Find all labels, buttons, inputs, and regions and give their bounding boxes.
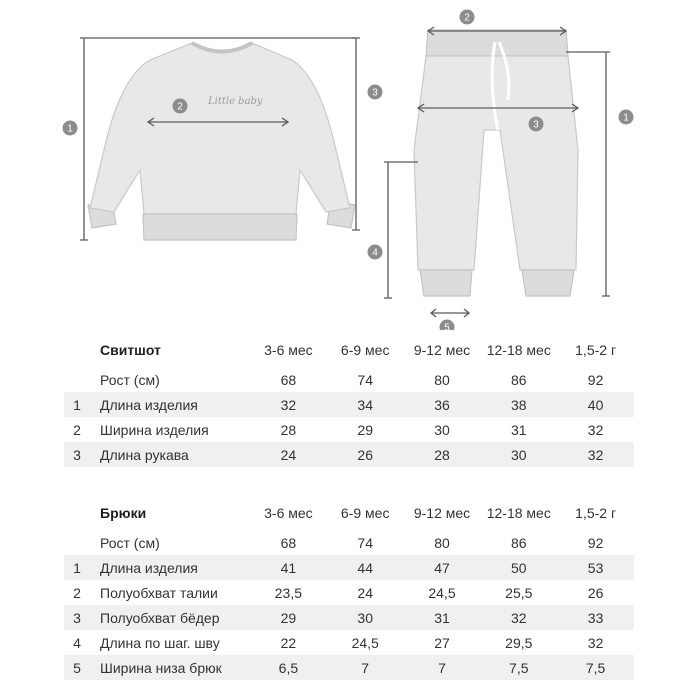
row-number: 3 — [64, 605, 90, 630]
table-cell: 32 — [587, 634, 604, 651]
table-row — [64, 530, 634, 555]
table-cell: 33 — [557, 605, 634, 630]
pants-header-row — [64, 496, 634, 530]
table-cell: 25,5 — [505, 584, 533, 601]
table-cell: 53 — [557, 555, 634, 580]
sweatshirt-header-row — [64, 333, 634, 367]
size-header: 9-12 мес — [413, 342, 471, 358]
size-header: 1,5-2 г — [575, 342, 617, 358]
table-cell: 74 — [357, 371, 373, 388]
measure-badge-pants-4 — [368, 245, 383, 260]
table-cell: 32 — [250, 392, 327, 417]
size-header: 12-18 мес — [486, 505, 551, 521]
table-cell: 31 — [404, 605, 481, 630]
table-row — [64, 417, 634, 442]
table-cell: 29 — [357, 421, 373, 438]
table-cell: 40 — [557, 392, 634, 417]
measure-badge-sweatshirt-3 — [368, 85, 383, 100]
table-cell: 26 — [587, 584, 604, 601]
table-cell: 44 — [327, 555, 404, 580]
table-cell: 80 — [434, 534, 450, 551]
size-header: 3-6 мес — [264, 505, 313, 521]
measure-badge-pants-2 — [460, 10, 475, 25]
row-label: Длина рукава — [90, 442, 250, 467]
row-number: 5 — [64, 655, 90, 680]
table-cell: 24,5 — [428, 584, 456, 601]
table-cell: 6,5 — [250, 655, 327, 680]
row-label: Рост (см) — [100, 371, 160, 388]
table-cell: 24 — [250, 442, 327, 467]
table-cell: 32 — [587, 421, 604, 438]
size-header: 9-12 мес — [413, 505, 471, 521]
table-cell: 30 — [480, 442, 557, 467]
svg-text:1: 1 — [623, 112, 629, 124]
svg-text:2: 2 — [177, 101, 183, 113]
table-cell: 30 — [434, 421, 450, 438]
table-cell: 86 — [511, 534, 527, 551]
table-row — [64, 630, 634, 655]
row-label: Длина изделия — [90, 392, 250, 417]
size-header: 12-18 мес — [486, 342, 551, 358]
row-label: Ширина низа брюк — [90, 655, 250, 680]
size-header: 6-9 мес — [340, 342, 390, 358]
row-number — [64, 367, 90, 392]
table-row — [64, 655, 634, 680]
pants-size-table — [64, 496, 634, 680]
svg-text:3: 3 — [533, 119, 539, 131]
table-cell: 27 — [434, 634, 450, 651]
table-cell: 24,5 — [351, 634, 379, 651]
row-number: 2 — [73, 421, 81, 438]
table-cell: 29,5 — [505, 634, 533, 651]
table-cell: 29 — [250, 605, 327, 630]
table-cell: 26 — [327, 442, 404, 467]
table-cell: 28 — [280, 421, 297, 438]
size-header: 6-9 мес — [340, 505, 390, 521]
table-cell: 32 — [480, 605, 557, 630]
table-cell: 68 — [280, 371, 297, 388]
size-header: 3-6 мес — [264, 342, 313, 358]
table-row — [64, 555, 634, 580]
row-number: 2 — [73, 584, 81, 601]
table-row — [64, 367, 634, 392]
svg-text:5: 5 — [444, 322, 450, 330]
row-number — [64, 333, 90, 367]
sweatshirt-drawing — [88, 43, 355, 240]
table-cell: 34 — [327, 392, 404, 417]
row-label: Длина по шаг. шву — [100, 634, 220, 651]
table-cell: 92 — [587, 371, 604, 388]
svg-text:2: 2 — [464, 12, 470, 24]
table-cell: 28 — [404, 442, 481, 467]
row-label: Ширина изделия — [100, 421, 209, 438]
row-number — [64, 530, 90, 555]
table-cell: 22 — [280, 634, 297, 651]
measure-badge-pants-5 — [440, 320, 455, 331]
svg-text:3: 3 — [372, 87, 378, 99]
size-header: 1,5-2 г — [575, 505, 617, 521]
row-number: 1 — [64, 555, 90, 580]
pants-title: Брюки — [100, 505, 147, 521]
row-label: Полуобхват бёдер — [90, 605, 250, 630]
table-row — [64, 392, 634, 417]
table-row — [64, 580, 634, 605]
table-cell: 74 — [357, 534, 373, 551]
measure-badge-pants-1 — [619, 110, 634, 125]
measure-badge-sweatshirt-1 — [63, 121, 78, 136]
table-cell: 30 — [327, 605, 404, 630]
table-cell: 24 — [357, 584, 373, 601]
row-number — [64, 496, 90, 530]
row-number: 4 — [73, 634, 81, 651]
row-number: 1 — [64, 392, 90, 417]
garment-illustration — [0, 0, 700, 330]
row-number: 3 — [64, 442, 90, 467]
row-label: Рост (см) — [100, 534, 160, 551]
table-cell: 41 — [250, 555, 327, 580]
table-cell: 50 — [480, 555, 557, 580]
sweatshirt-title: Свитшот — [100, 342, 161, 358]
row-label: Полуобхват талии — [100, 584, 218, 601]
table-cell: 36 — [404, 392, 481, 417]
pants-drawing — [414, 30, 578, 296]
table-cell: 38 — [480, 392, 557, 417]
table-cell: 31 — [511, 421, 527, 438]
row-label: Длина изделия — [90, 555, 250, 580]
table-row — [64, 605, 634, 630]
sweatshirt-size-table — [64, 333, 634, 467]
svg-text:1: 1 — [67, 123, 73, 135]
table-cell: 47 — [404, 555, 481, 580]
table-cell: 80 — [434, 371, 450, 388]
table-cell: 92 — [587, 534, 604, 551]
table-cell: 7 — [327, 655, 404, 680]
table-cell: 32 — [557, 442, 634, 467]
table-cell: 7,5 — [480, 655, 557, 680]
measure-badge-pants-3 — [529, 117, 544, 132]
table-cell: 86 — [511, 371, 527, 388]
table-cell: 23,5 — [274, 584, 303, 601]
table-cell: 68 — [280, 534, 297, 551]
table-cell: 7 — [404, 655, 481, 680]
measure-badge-sweatshirt-2 — [173, 99, 188, 114]
sweatshirt-print: Little baby — [208, 96, 263, 107]
table-cell: 7,5 — [557, 655, 634, 680]
table-row — [64, 442, 634, 467]
svg-text:4: 4 — [372, 247, 378, 259]
